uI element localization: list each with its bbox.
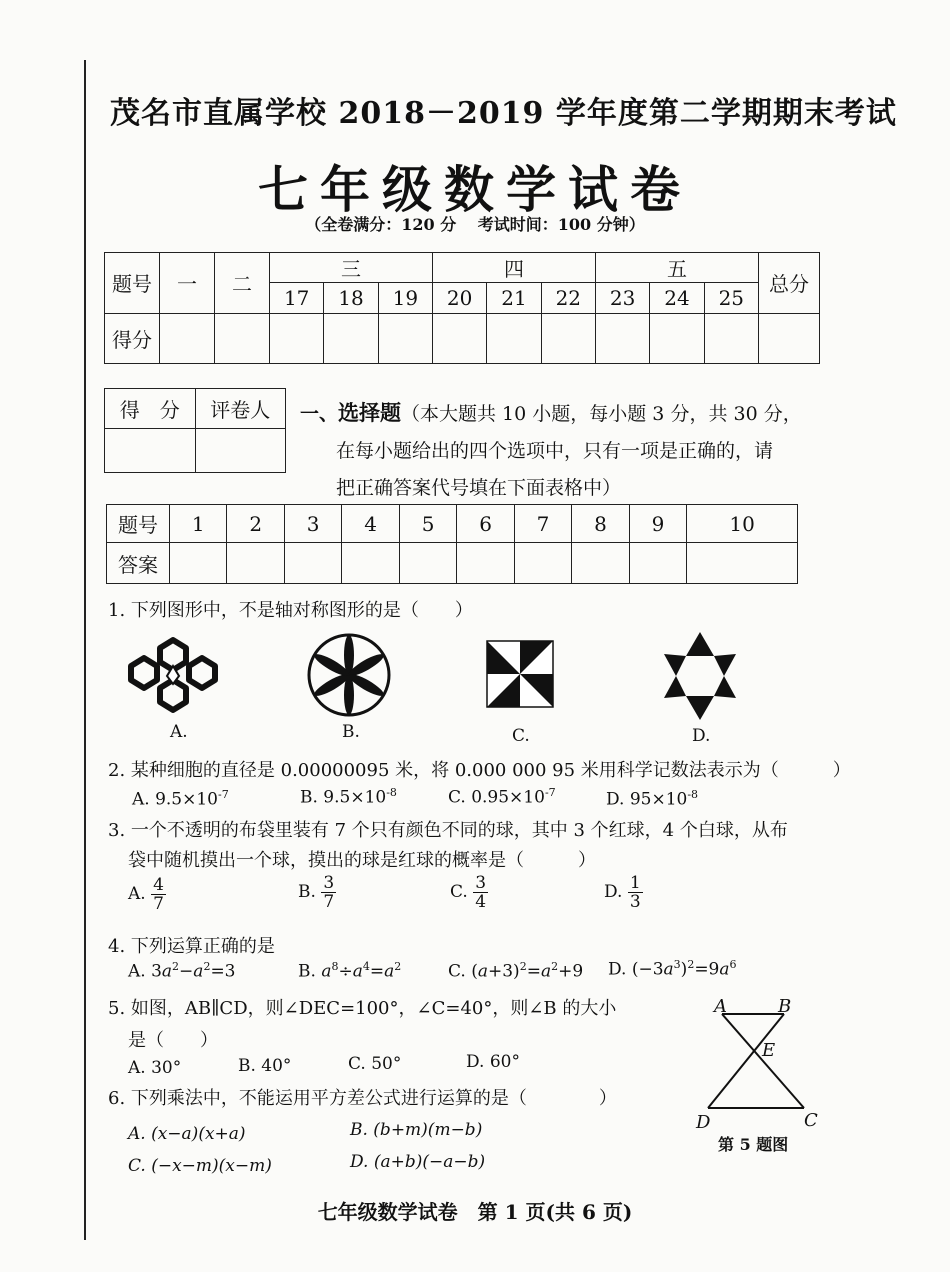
answer-cell[interactable]	[687, 543, 798, 584]
fig5-label-d: D	[696, 1112, 711, 1133]
q4-option-c: C. $(a+3)^2=a^2+9$	[448, 960, 584, 982]
question-5-line1: 5. 如图，AB∥CD，则∠DEC=100°，∠C=40°，则∠B 的大小	[108, 998, 617, 1019]
score-cell[interactable]	[704, 313, 758, 363]
question-5-line2: 是（ ）	[128, 1030, 218, 1051]
exam-info: （全卷满分：120 分 考试时间：100 分钟）	[305, 215, 645, 234]
figure-5-caption: 第 5 题图	[718, 1135, 789, 1154]
q5-option-c: C. 50°	[348, 1054, 402, 1074]
section1-heading: 一、	[300, 403, 339, 425]
score-sub-22: 22	[541, 283, 595, 313]
section1-line2: 在每小题给出的四个选项中，只有一项是正确的，请	[336, 440, 774, 462]
question-4: 4. 下列运算正确的是	[108, 936, 275, 957]
score-group-1: 一	[160, 253, 215, 314]
score-cell[interactable]	[160, 313, 215, 363]
score-sub-17: 17	[270, 283, 324, 313]
score-cell[interactable]	[650, 313, 704, 363]
q2-option-a: A. $9.5\times 10^{-7}$	[132, 788, 229, 810]
pinwheel-figure	[486, 640, 554, 708]
answer-cell[interactable]	[227, 543, 284, 584]
answer-num-2: 2	[227, 505, 284, 543]
grader-score-label: 得 分	[105, 389, 196, 429]
answer-table-label-question: 题号	[107, 505, 170, 543]
score-group-5: 五	[595, 253, 758, 283]
answer-table-label-answer: 答案	[107, 543, 170, 584]
q2-option-b: B. $9.5\times 10^{-8}$	[300, 786, 397, 808]
score-cell[interactable]	[324, 313, 378, 363]
q6-option-c: C. (−x−m)(x−m)	[128, 1156, 272, 1176]
q1-option-c: C.	[512, 726, 530, 746]
q4-option-b: B. $a^8\div a^4=a^2$	[298, 960, 402, 982]
q2-option-d: D. $95\times 10^{-8}$	[606, 788, 699, 810]
score-cell[interactable]	[215, 313, 270, 363]
question-1: 1. 下列图形中，不是轴对称图形的是（ ）	[108, 600, 473, 621]
answer-cell[interactable]	[572, 543, 629, 584]
q4-option-a: A. $3a^2-a^2=3$	[128, 960, 236, 982]
score-sub-24: 24	[650, 283, 704, 313]
answer-cell[interactable]	[170, 543, 227, 584]
answer-cell[interactable]	[284, 543, 341, 584]
grader-name-label: 评卷人	[195, 389, 286, 429]
hexagram-flower-figure	[126, 636, 220, 714]
grader-name-cell[interactable]	[195, 429, 286, 473]
binding-line	[84, 60, 86, 1240]
score-table	[104, 252, 820, 364]
score-cell[interactable]	[595, 313, 649, 363]
score-sub-19: 19	[378, 283, 432, 313]
q3-option-a: A. $\frac{4}{7}$	[128, 875, 164, 914]
answer-num-4: 4	[342, 505, 399, 543]
circle-petal-figure	[306, 632, 392, 718]
score-table-label-score: 得分	[105, 313, 160, 363]
answer-num-6: 6	[457, 505, 514, 543]
fig5-label-b: B	[778, 996, 792, 1017]
q6-option-b: B. (b+m)(m−b)	[350, 1120, 483, 1140]
section1-line1: （本大题共 10 小题，每小题 3 分，共 30 分，	[401, 403, 802, 425]
answer-num-5: 5	[399, 505, 456, 543]
q2-option-c: C. $0.95\times 10^{-7}$	[448, 786, 556, 808]
exam-title: 七年级数学试卷	[258, 160, 692, 219]
q6-option-d: D. (a+b)(−a−b)	[350, 1152, 486, 1172]
question-3-line2: 袋中随机摸出一个球，摸出的球是红球的概率是（ ）	[128, 850, 596, 871]
score-sub-20: 20	[432, 283, 486, 313]
page-footer: 七年级数学试卷 第 1 页(共 6 页)	[317, 1200, 633, 1224]
score-table-label-question: 题号	[105, 253, 160, 314]
answer-cell[interactable]	[342, 543, 399, 584]
score-cell[interactable]	[432, 313, 486, 363]
q3-option-c: C. $\frac{3}{4}$	[450, 873, 487, 912]
exam-header-line: 茂名市直属学校 2018－2019 学年度第二学期期末考试	[110, 96, 897, 131]
q1-option-d: D.	[692, 726, 711, 746]
score-sub-25: 25	[704, 283, 758, 313]
answer-table	[106, 504, 798, 584]
score-group-2: 二	[215, 253, 270, 314]
six-point-star-figure	[660, 630, 740, 722]
fig5-label-c: C	[804, 1110, 818, 1131]
fig5-label-a: A	[714, 996, 727, 1017]
score-cell[interactable]	[378, 313, 432, 363]
q1-option-b: B.	[342, 722, 360, 742]
score-cell[interactable]	[541, 313, 595, 363]
question-6: 6. 下列乘法中，不能运用平方差公式进行运算的是（ ）	[108, 1088, 617, 1109]
q6-option-a: A. (x−a)(x+a)	[128, 1124, 246, 1144]
answer-num-9: 9	[629, 505, 686, 543]
fig5-label-e: E	[762, 1040, 776, 1061]
question-3-line1: 3. 一个不透明的布袋里装有 7 个只有颜色不同的球，其中 3 个红球，4 个白球，从布	[108, 820, 788, 841]
section1-instructions	[300, 394, 830, 507]
answer-num-8: 8	[572, 505, 629, 543]
answer-cell[interactable]	[399, 543, 456, 584]
answer-num-7: 7	[514, 505, 571, 543]
score-group-3: 三	[270, 253, 433, 283]
q5-option-b: B. 40°	[238, 1056, 292, 1076]
grader-table	[104, 388, 286, 473]
q3-option-d: D. $\frac{1}{3}$	[604, 873, 641, 912]
score-sub-18: 18	[324, 283, 378, 313]
score-sub-23: 23	[595, 283, 649, 313]
answer-num-10: 10	[687, 505, 798, 543]
grader-score-cell[interactable]	[105, 429, 196, 473]
score-cell[interactable]	[270, 313, 324, 363]
answer-cell[interactable]	[457, 543, 514, 584]
q5-option-a: A. 30°	[128, 1058, 182, 1078]
score-total-cell[interactable]	[759, 313, 820, 363]
answer-num-3: 3	[284, 505, 341, 543]
score-cell[interactable]	[487, 313, 541, 363]
section1-line3: 把正确答案代号填在下面表格中）	[336, 477, 622, 499]
score-group-4: 四	[432, 253, 595, 283]
score-sub-21: 21	[487, 283, 541, 313]
answer-cell[interactable]	[514, 543, 571, 584]
answer-cell[interactable]	[629, 543, 686, 584]
q1-option-a: A.	[170, 722, 188, 742]
question-2: 2. 某种细胞的直径是 0.00000095 米，将 0.000 000 95 米用科学记数法表示为（ ）	[108, 760, 851, 781]
answer-num-1: 1	[170, 505, 227, 543]
q3-option-b: B. $\frac{3}{7}$	[298, 873, 335, 912]
q5-option-d: D. 60°	[466, 1052, 520, 1072]
q4-option-d: D. $(-3a^3)^2=9a^6$	[608, 958, 737, 980]
section1-name: 选择题	[338, 400, 402, 425]
score-total-label: 总分	[759, 253, 820, 314]
